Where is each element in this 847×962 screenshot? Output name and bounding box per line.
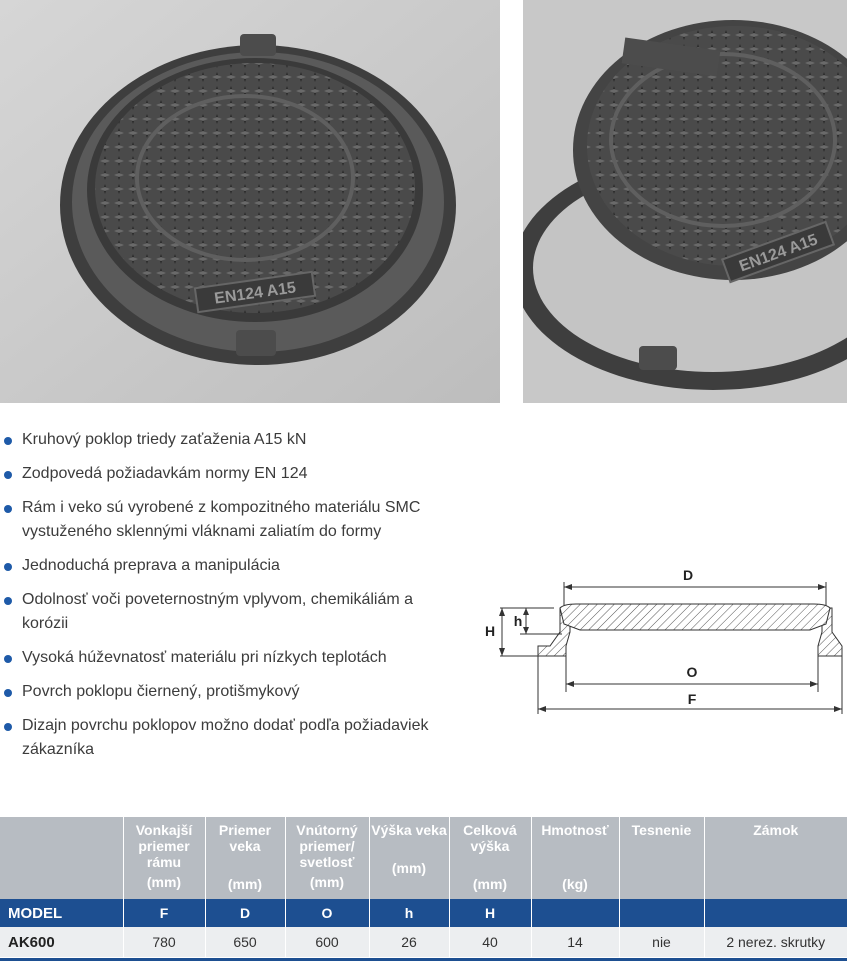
header-cell-lid-height: Výška veka (mm) bbox=[369, 817, 449, 899]
dim-label-h: h bbox=[513, 613, 523, 629]
feature-item: Vysoká húževnatosť materiálu pri nízkych teplotách bbox=[4, 646, 444, 670]
table-cell: 26 bbox=[369, 927, 449, 957]
bullet-icon bbox=[4, 471, 12, 479]
table-cell: nie bbox=[619, 927, 704, 957]
table-cell: 600 bbox=[285, 927, 369, 957]
feature-item: Kruhový poklop triedy zaťaženia A15 kN bbox=[4, 428, 444, 452]
header-cell-blank bbox=[0, 817, 123, 899]
dim-label-O: O bbox=[686, 664, 698, 680]
header-cell-lock: Zámok bbox=[704, 817, 847, 899]
dim-label-H: H bbox=[484, 623, 496, 639]
spec-table bbox=[0, 817, 847, 957]
model-row bbox=[0, 899, 847, 927]
header-cell-outer-diameter: Vonkajší priemer rámu (mm) bbox=[123, 817, 205, 899]
model-cell bbox=[531, 899, 619, 927]
model-cell: H bbox=[449, 899, 531, 927]
model-cell: O bbox=[285, 899, 369, 927]
header-cell-lid-diameter: Priemer veka (mm) bbox=[205, 817, 285, 899]
bullet-icon bbox=[4, 437, 12, 445]
table-cell: 14 bbox=[531, 927, 619, 957]
cover-marking-right: EN124 A15 bbox=[737, 231, 821, 276]
cover-marking-left: EN124 A15 bbox=[213, 279, 298, 308]
header-cell-inner-diameter: Vnútorný priemer/ svetlosť (mm) bbox=[285, 817, 369, 899]
bottom-rule bbox=[0, 958, 847, 961]
table-cell: AK600 bbox=[0, 927, 123, 957]
bullet-icon bbox=[4, 689, 12, 697]
bullet-icon bbox=[4, 597, 12, 605]
model-cell: MODEL bbox=[0, 899, 123, 927]
feature-item: Povrch poklopu čiernený, protišmykový bbox=[4, 680, 444, 704]
header-cell-weight: Hmotnosť (kg) bbox=[531, 817, 619, 899]
model-cell: h bbox=[369, 899, 449, 927]
model-cell: F bbox=[123, 899, 205, 927]
cross-section-diagram bbox=[480, 560, 847, 720]
header-cell-seal: Tesnenie bbox=[619, 817, 704, 899]
bullet-icon bbox=[4, 655, 12, 663]
manhole-cover-photo-installed bbox=[0, 0, 500, 403]
table-cell: 40 bbox=[449, 927, 531, 957]
table-cell: 780 bbox=[123, 927, 205, 957]
model-cell bbox=[619, 899, 704, 927]
model-cell bbox=[704, 899, 847, 927]
table-row bbox=[0, 927, 847, 957]
feature-item: Rám i veko sú vyrobené z kompozitného materiálu SMC vystuženého sklennými vláknami zaliatím do formy bbox=[4, 496, 444, 544]
feature-item: Dizajn povrchu poklopov možno dodať podľa požiadaviek zákazníka bbox=[4, 714, 444, 762]
bullet-icon bbox=[4, 563, 12, 571]
feature-item: Odolnosť voči poveternostným vplyvom, chemikáliám a korózii bbox=[4, 588, 444, 636]
dim-label-F: F bbox=[687, 691, 697, 707]
table-cell: 650 bbox=[205, 927, 285, 957]
manhole-cover-photo-open bbox=[523, 0, 847, 403]
feature-item: Jednoduchá preprava a manipulácia bbox=[4, 554, 444, 578]
table-cell: 2 nerez. skrutky bbox=[704, 927, 847, 957]
bullet-icon bbox=[4, 723, 12, 731]
model-cell: D bbox=[205, 899, 285, 927]
dim-label-D: D bbox=[682, 567, 694, 583]
feature-item: Zodpovedá požiadavkám normy EN 124 bbox=[4, 462, 444, 486]
bullet-icon bbox=[4, 505, 12, 513]
header-cell-total-height: Celková výška (mm) bbox=[449, 817, 531, 899]
table-header-row bbox=[0, 817, 847, 899]
feature-list bbox=[4, 428, 444, 772]
